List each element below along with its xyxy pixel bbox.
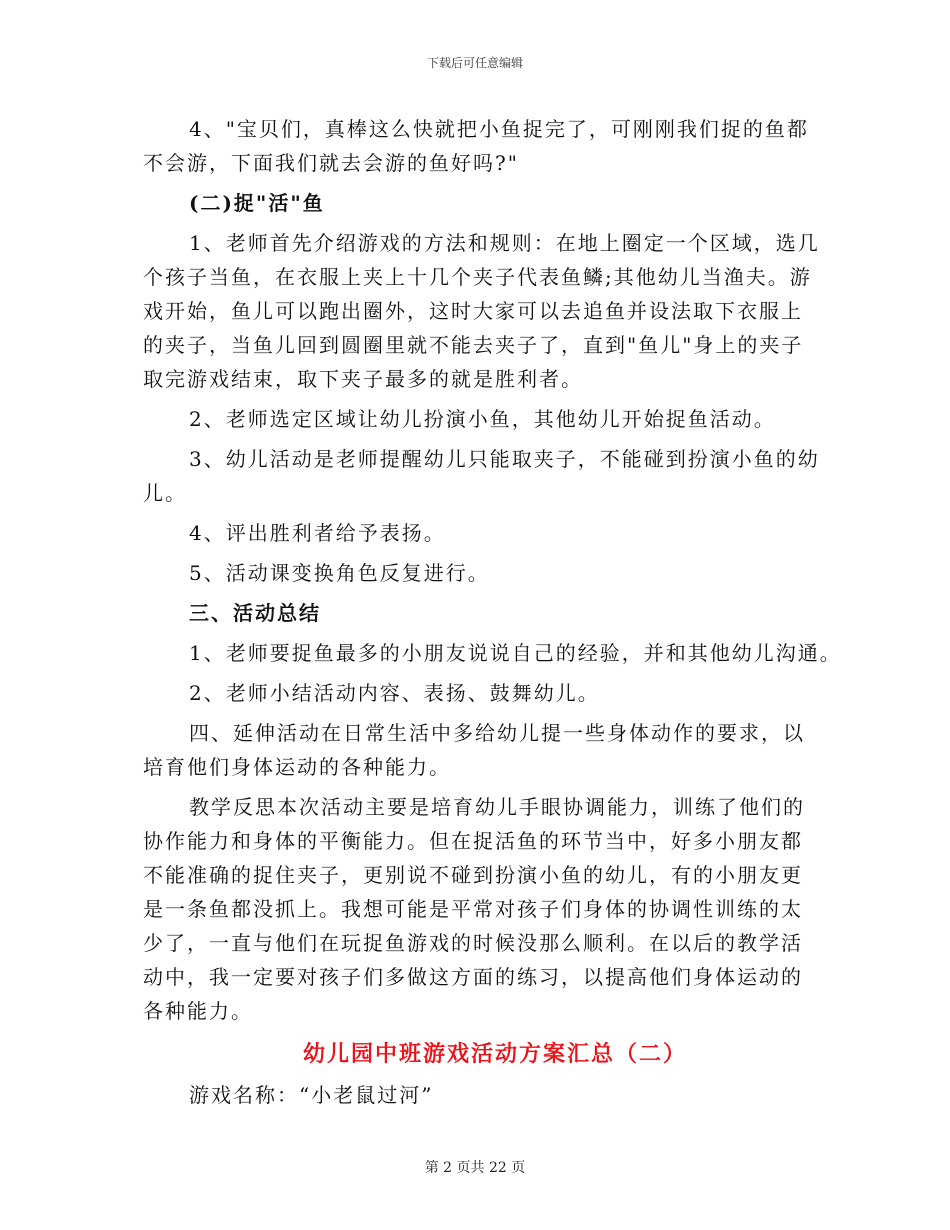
text-line: 儿。 [143,481,187,505]
paragraph [143,716,833,784]
text-line: 各种能力。 [143,999,253,1023]
paragraph [143,112,833,180]
text-line: 个孩子当鱼，在衣服上夹上十几个夹子代表鱼鳞;其他幼儿当渔夫。游 [143,265,812,289]
text-line: 3、幼儿活动是老师提醒幼儿只能取夹子，不能碰到扮演小鱼的幼 [189,447,820,471]
text-line: 少了，一直与他们在玩捉鱼游戏的时候没那么顺利。在以后的教学活 [143,931,803,955]
document-body [143,112,842,1028]
text-line: 培育他们身体运动的各种能力。 [143,755,451,779]
paragraph [143,402,833,436]
text-line: 协作能力和身体的平衡能力。但在捉活鱼的环节当中，好多小朋友都 [143,829,803,853]
text-line: 2、老师选定区域让幼儿扮演小鱼，其他幼儿开始捉鱼活动。 [189,407,776,431]
text-line: 教学反思本次活动主要是培育幼儿手眼协调能力，训练了他们的 [189,795,805,819]
text-line: 是一条鱼都没抓上。我想可能是平常对孩子们身体的协调性训练的太 [143,897,803,921]
paragraph [143,516,833,550]
text-line: 的夹子，当鱼儿回到圆圈里就不能去夹子了，直到"鱼儿"身上的夹子 [143,333,804,357]
text-line: 四、延伸活动在日常生活中多给幼儿提一些身体动作的要求，以 [189,721,805,745]
page-footer: 第 2 页共 22 页 [424,1160,526,1176]
page-header: 下载后可任意编辑 [426,56,523,70]
text-line: 4、评出胜利者给予表扬。 [189,521,446,545]
text-line: 不会游，下面我们就去会游的鱼好吗?" [143,151,519,175]
text-line: 2、老师小结活动内容、表扬、鼓舞幼儿。 [189,681,600,705]
subheading: (二)捉"活"鱼 [189,191,325,215]
text-line: 1、老师首先介绍游戏的方法和规则：在地上圈定一个区域，选几 [189,231,820,255]
paragraph [143,676,833,710]
paragraph [143,442,833,510]
section-title: 幼儿园中班游戏活动方案汇总（二） [302,1042,687,1067]
game-name: 游戏名称：“小老鼠过河” [189,1083,434,1107]
paragraph [143,790,833,1028]
paragraph [143,596,833,630]
paragraph [143,186,833,220]
section-heading: 三、活动总结 [189,601,321,625]
text-line: 不能准确的捉住夹子，更别说不碰到扮演小鱼的幼儿，有的小朋友更 [143,863,803,887]
paragraph [143,556,833,590]
text-line: 取完游戏结束，取下夹子最多的就是胜利者。 [143,367,583,391]
text-line: 1、老师要捉鱼最多的小朋友说说自己的经验，并和其他幼儿沟通。 [189,641,842,665]
text-line: 5、活动课变换角色反复进行。 [189,561,490,585]
text-line: 动中，我一定要对孩子们多做这方面的练习，以提高他们身体运动的 [143,965,803,989]
paragraph [143,226,833,396]
text-line: 戏开始，鱼儿可以跑出圈外，这时大家可以去追鱼并设法取下衣服上 [143,299,803,323]
text-line: 4、"宝贝们，真棒这么快就把小鱼捉完了，可刚刚我们捉的鱼都 [189,117,809,141]
paragraph [143,636,842,670]
